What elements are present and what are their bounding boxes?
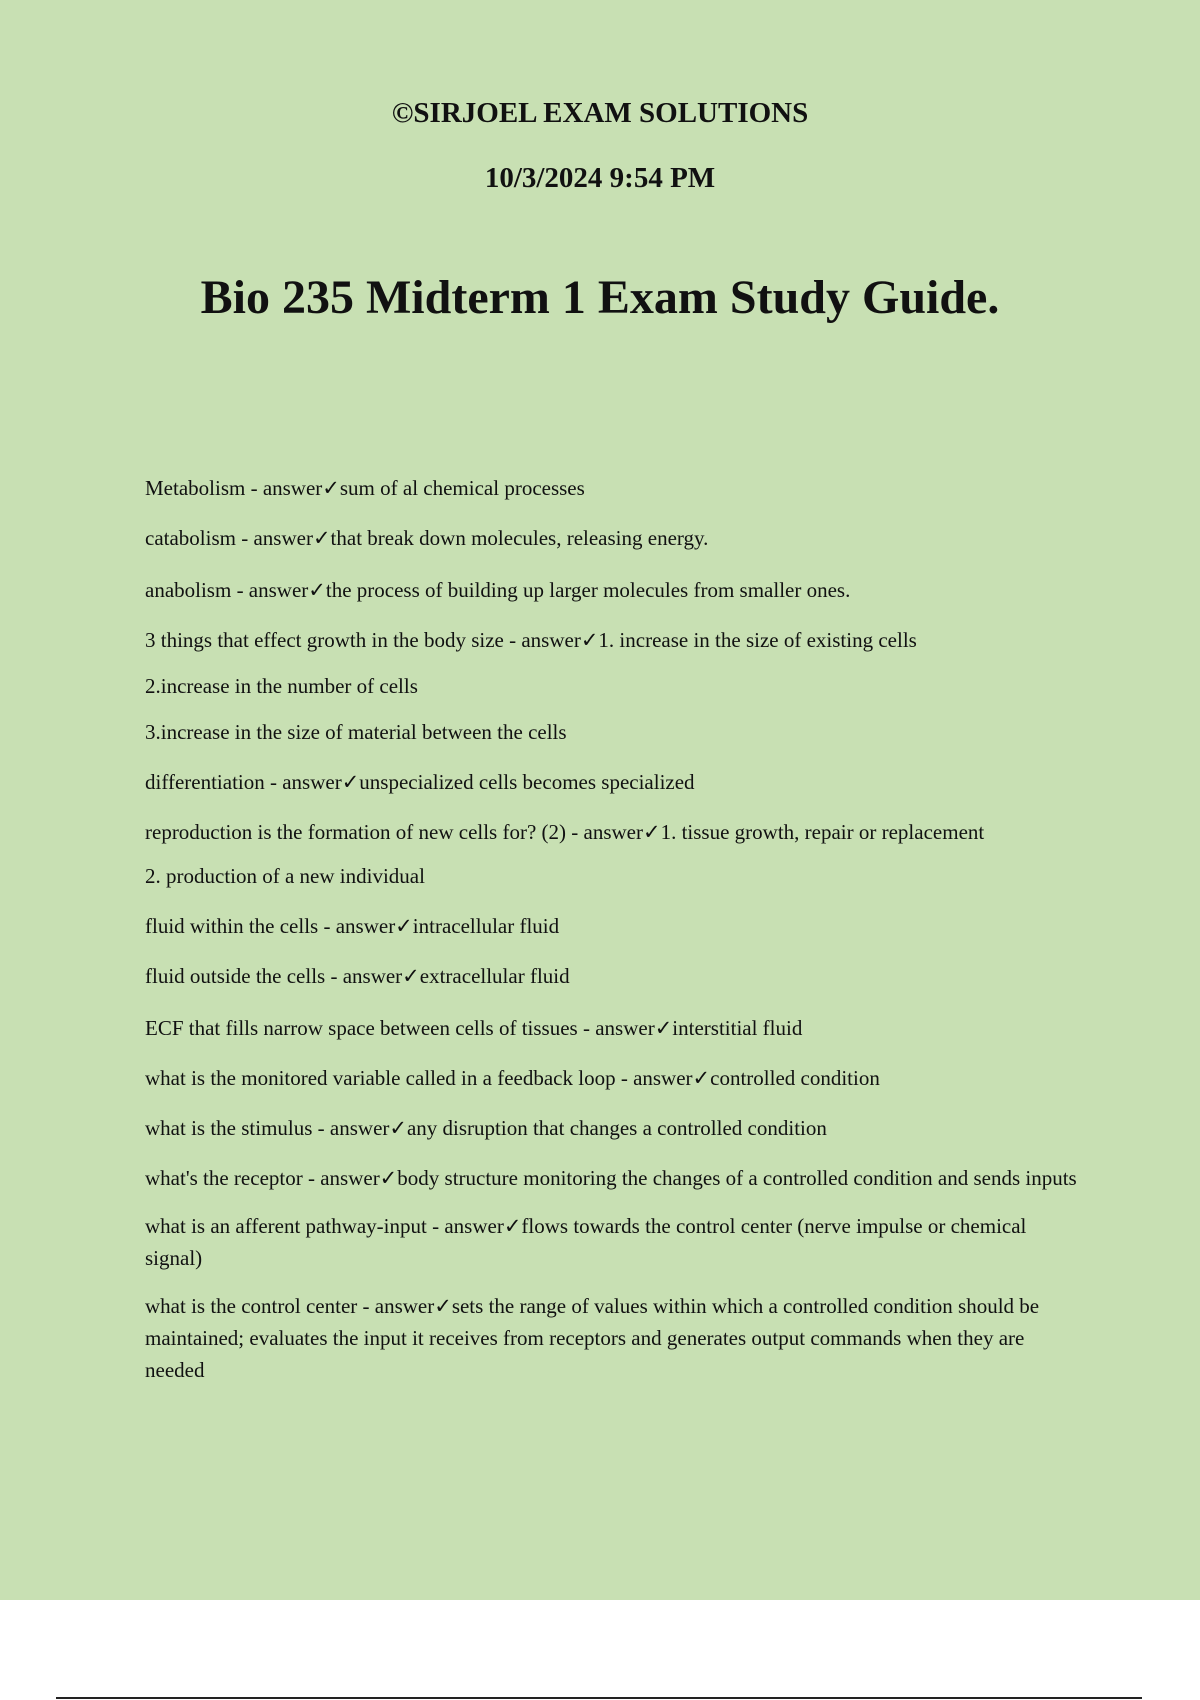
document-title: Bio 235 Midterm 1 Exam Study Guide. <box>200 271 1000 324</box>
study-entry: 2. production of a new individual <box>145 864 425 888</box>
study-entry: ECF that fills narrow space between cells of tissues - answer✓interstitial fluid <box>145 1016 803 1040</box>
study-entry: anabolism - answer✓the process of building up larger molecules from smaller ones. <box>145 578 851 602</box>
study-entry: differentiation - answer✓unspecialized cells becomes specialized <box>145 770 695 794</box>
study-entry: 2.increase in the number of cells <box>145 674 418 698</box>
study-guide-entries <box>145 472 1085 1386</box>
study-entry: what is the monitored variable called in a feedback loop - answer✓controlled condition <box>145 1066 880 1090</box>
study-entry: catabolism - answer✓that break down molecules, releasing energy. <box>145 526 709 550</box>
document-datetime: 10/3/2024 9:54 PM <box>484 162 716 194</box>
footer-divider <box>56 1697 1142 1699</box>
brand-header: ©SIRJOEL EXAM SOLUTIONS <box>391 97 809 129</box>
study-entry: 3 things that effect growth in the body size - answer✓1. increase in the size of existing cells <box>145 628 917 652</box>
study-entry: Metabolism - answer✓sum of al chemical processes <box>145 476 585 500</box>
study-entry: fluid outside the cells - answer✓extracellular fluid <box>145 964 570 988</box>
study-entry: what's the receptor - answer✓body structure monitoring the changes of a controlled condition and sends inputs <box>145 1166 1077 1190</box>
study-entry: fluid within the cells - answer✓intracellular fluid <box>145 914 560 938</box>
study-entry: what is the stimulus - answer✓any disruption that changes a controlled condition <box>145 1116 827 1140</box>
study-entry: 3.increase in the size of material between the cells <box>145 720 567 744</box>
study-entry: reproduction is the formation of new cells for? (2) - answer✓1. tissue growth, repair or replacement <box>145 820 985 844</box>
study-entry: what is the control center - answer✓sets the range of values within which a controlled condition should be maintained; evaluates the input it receives from receptors and generates output commands when they are needed <box>145 1294 1040 1382</box>
study-entry: what is an afferent pathway-input - answer✓flows towards the control center (nerve impulse or chemical signal) <box>145 1214 1027 1270</box>
